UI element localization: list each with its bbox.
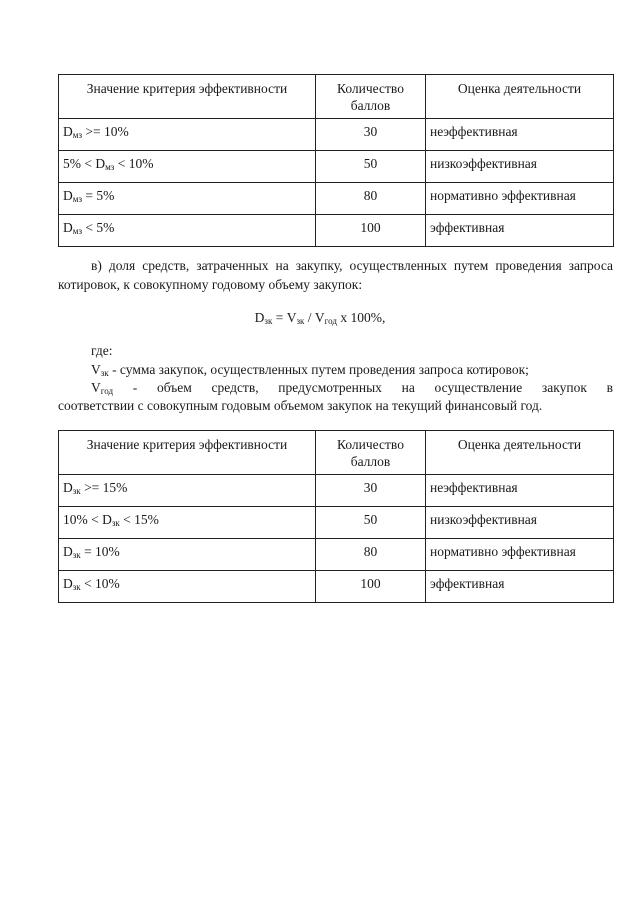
- points-cell: 50: [316, 151, 426, 183]
- criterion-cell: $D_{зк} < 10\%$: [59, 571, 316, 603]
- points-cell: 50: [316, 507, 426, 539]
- criterion-cell: $10\% < D_{зк} < 15\%$: [59, 507, 316, 539]
- definition-vgod-line1: $V_{год}$ - объем средств, предусмотренных на осуществление закупок в: [91, 380, 613, 396]
- table-row: [59, 507, 614, 539]
- table-row: [59, 539, 614, 571]
- criterion-cell: $D_{зк} >= 15\%$: [59, 475, 316, 507]
- criterion-cell: $5\% < D_{мз} < 10\%$: [59, 151, 316, 183]
- points-cell: 80: [316, 183, 426, 215]
- points-cell: 80: [316, 539, 426, 571]
- paragraph-v: в) доля средств, затраченных на закупку, осуществленных путем проведения запроса котировок, к совокупному годовому объему закупок:: [58, 258, 613, 292]
- header-criterion-value: Значение критерия эффективности: [59, 75, 316, 119]
- criterion-cell: $D_{зк} = 10\%$: [59, 539, 316, 571]
- criterion-cell: $D_{мз} = 5\%$: [59, 183, 316, 215]
- rating-cell: низкоэффективная: [426, 507, 614, 539]
- table-header-row: [59, 75, 614, 119]
- rating-cell: неэффективная: [426, 475, 614, 507]
- points-cell: 30: [316, 475, 426, 507]
- points-cell: 100: [316, 571, 426, 603]
- criteria-table-dmz: [58, 74, 614, 247]
- table-header-row: [59, 431, 614, 475]
- table-row: [59, 151, 614, 183]
- formula-dzk: $D_{зк} = V_{зк} / V_{год}$ x 100%,: [254, 310, 386, 326]
- rating-cell: низкоэффективная: [426, 151, 614, 183]
- definition-vzk: $V_{зк}$ - сумма закупок, осуществленных путем проведения запроса котировок;: [91, 362, 529, 378]
- table-row: [59, 475, 614, 507]
- header-criterion-value: Значение критерия эффективности: [59, 431, 316, 475]
- where-label: где:: [91, 343, 113, 358]
- rating-cell: неэффективная: [426, 119, 614, 151]
- rating-cell: нормативно эффективная: [426, 183, 614, 215]
- header-rating: Оценка деятельности: [426, 431, 614, 475]
- rating-cell: эффективная: [426, 215, 614, 247]
- definition-vgod-line2: соответствии с совокупным годовым объемом закупок на текущий финансовый год.: [58, 398, 543, 413]
- rating-cell: нормативно эффективная: [426, 539, 614, 571]
- rating-cell: эффективная: [426, 571, 614, 603]
- points-cell: 100: [316, 215, 426, 247]
- header-points: Количество баллов: [316, 75, 426, 119]
- criteria-table-dzk: [58, 430, 614, 603]
- table-row: [59, 119, 614, 151]
- table-row: [59, 215, 614, 247]
- table-row: [59, 571, 614, 603]
- header-rating: Оценка деятельности: [426, 75, 614, 119]
- points-cell: 30: [316, 119, 426, 151]
- criterion-cell: $D_{мз} < 5\%$: [59, 215, 316, 247]
- table-row: [59, 183, 614, 215]
- header-points: Количество баллов: [316, 431, 426, 475]
- criterion-cell: $D_{мз} >= 10\%$: [59, 119, 316, 151]
